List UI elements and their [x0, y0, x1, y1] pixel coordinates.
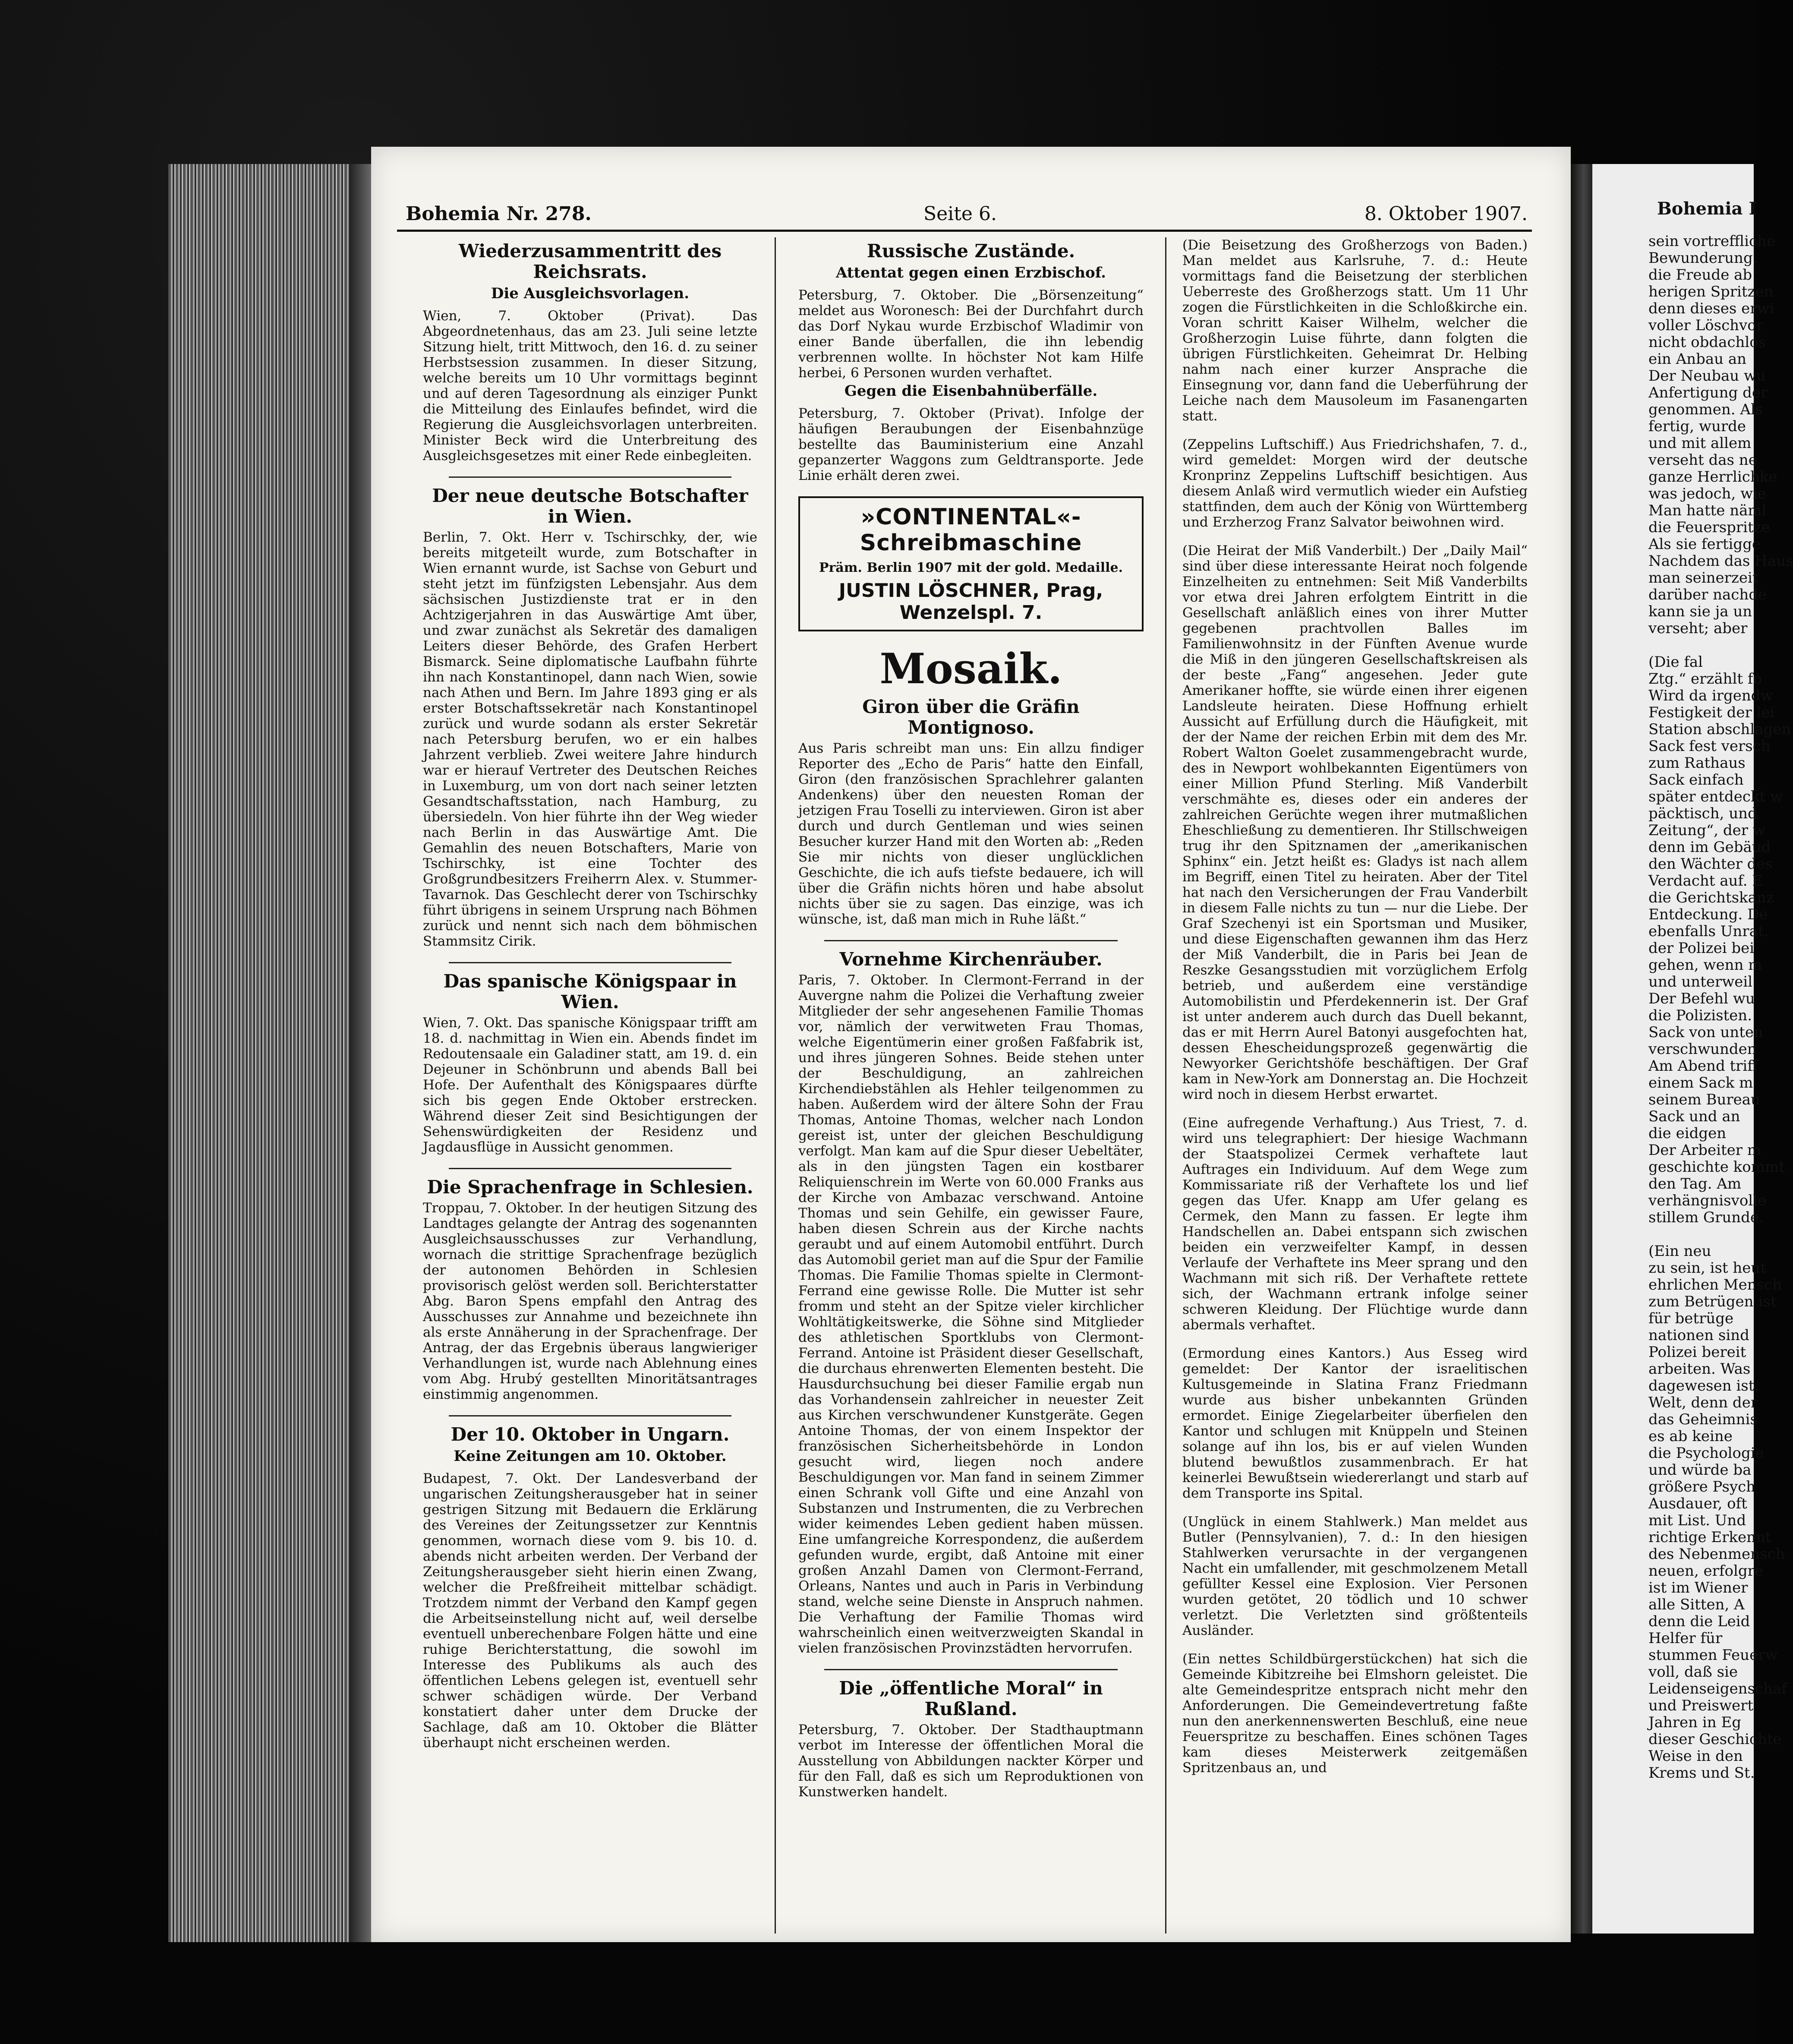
news-item-text: (Die Beisetzung des Großherzogs von Baden.) Man meldet aus Karlsruhe, 7. d.: Heute vormittags fand die Beisetzung der sterblichen Ueberreste des Großherzogs statt. Um 11 Uhr zogen die Fürstlichkeiten in die Schloßkirche ein. Voran schritt Kaiser Wilhelm, welcher die Großherzogin Luise führte, dann folgten die übrigen Fürstlichkeiten. Geheimrat Dr. Helbing nahm nach einer kurzer Ansprache die Einsegnung vor, dann fand die Ueberführung der Leiche nach dem Mausoleum im Fasanengarten statt.	[1182, 237, 1528, 424]
adjacent-page-line: Sack einfach	[1648, 771, 1744, 789]
adjacent-page-line: Verdacht auf. E	[1648, 872, 1763, 890]
adjacent-page-line: voll, daß sie	[1648, 1663, 1738, 1681]
ad-headline: »CONTINENTAL«-Schreibmaschine	[860, 504, 1082, 556]
news-item-text: (Zeppelins Luftschiff.) Aus Friedrichshafen, 7. d., wird gemeldet: Morgen wird der deutsche Kronprinz Zeppelins Luftschiff besichtigen. Aus diesem Anlaß wird vermutlich wieder ein Aufstieg stattfinden, dem auch der König von Württemberg und Erzherzog Franz Salvator beiwohnen wird.	[1182, 437, 1528, 530]
adjacent-page-line: Welt, denn der	[1648, 1394, 1758, 1411]
adjacent-page-line: gehen, wenn m	[1648, 956, 1762, 974]
adjacent-page-line: mit List. Und	[1648, 1512, 1746, 1529]
adjacent-page-line: darüber nachde	[1648, 586, 1767, 603]
article-title: Das spanische Königspaar in Wien.	[443, 971, 737, 1013]
adjacent-page-line: Helfer für	[1648, 1630, 1723, 1647]
adjacent-page-text	[1648, 233, 1793, 1782]
article	[798, 949, 1144, 1656]
article-title: Vornehme Kirchenräuber.	[839, 949, 1103, 970]
adjacent-page-line: die Polizisten.	[1648, 1007, 1752, 1024]
ad-award: Präm. Berlin 1907 mit der gold. Medaille.	[819, 560, 1123, 575]
adjacent-page-line: stummen Feuerw	[1648, 1647, 1778, 1664]
adjacent-page-line: des Nebenmensch	[1648, 1546, 1785, 1563]
adjacent-page-line: dieser Geschichte	[1648, 1731, 1782, 1748]
adjacent-page-line: Man hatte näml	[1648, 502, 1767, 519]
adjacent-page-line: verschwunden	[1648, 1041, 1757, 1058]
adjacent-page-line: (Die fal	[1648, 653, 1703, 671]
article	[423, 241, 757, 464]
adjacent-page-line: man seinerzeit	[1648, 569, 1758, 587]
adjacent-page-line: ehrlichen Mensch	[1648, 1276, 1782, 1293]
adjacent-page-line: Sack und an	[1648, 1108, 1740, 1125]
article-body: Budapest, 7. Okt. Der Landesverband der ungarischen Zeitungsherausgeber hat in seiner gestrigen Sitzung mit Bedauern die Erklärung des Vereines der Zeitungssetzer zur Kenntnis genommen, wornach diese vom 9. bis 10. d. abends nicht arbeiten werden. Der Verband der Zeitungsherausgeber sieht hierin einen Zwang, welcher die Preßfreiheit mittelbar schädigt. Trotzdem nimmt der Verband den Kampf gegen die Arbeitseinstellung nicht auf, weil derselbe eventuell unberechenbare Folgen hätte und eine ruhige Berichterstattung, die sowohl im Interesse des Publikums als auch des öffentlichen Lebens gelegen ist, eventuell sehr schwer schädigen würde. Der Verband konstatiert daher unter dem Drucke der Sachlage, daß am 10. Oktober die Blätter überhaupt nicht erscheinen werden.	[423, 1471, 757, 1751]
article	[798, 1678, 1144, 1800]
article-title: Die „öffentliche Moral“ in Rußland.	[839, 1678, 1103, 1719]
divider	[824, 1669, 1118, 1670]
article-title: Der 10. Oktober in Ungarn.	[451, 1424, 730, 1445]
adjacent-page-line: und Preiswert	[1648, 1697, 1754, 1714]
news-item-text: (Die Heirat der Miß Vanderbilt.) Der „Daily Mail“ sind über diese interessante Heirat noch folgende Einzelheiten zu entnehmen: Seit Miß Vanderbilts vor etwa drei Jahren erfolgtem Eintritt in die Gesellschaft anläßlich eines von ihrer Mutter gegebenen prachtvollen Balles im Familienwohnsitz in der Fünften Avenue wurde die Miß in den jüngeren Gesellschaftskreisen als der beste „Fang“ angesehen. Jeder gute Amerikaner hoffte, sie würde einen ihrer eigenen Landsleute heiraten. Diese Hoffnung erhielt Aussicht auf Erfüllung durch die Häufigkeit, mit der der Name der reichen Erbin mit dem des Mr. Robert Walton Goelet zusammengebracht wurde, des in Newport wohlbekannten Eigentümers von einer Million Pfund Sterling. Miß Vanderbilt verschmähte es, dieses oder ein anderes der zahlreichen Gerüchte wegen ihrer mutmaßlichen Eheschließung zu dementieren. Ihr Stillschweigen trug ihr den Spitznamen der „amerikanischen Sphinx“ ein. Jetzt heißt es: Gladys ist nach allem im Begriff, einen Titel zu heiraten. Aber der Titel hat nach den Versicherungen der Frau Vanderbilt in diesem Falle nichts zu tun — nur die Liebe. Der Graf Szechenyi ist ein Sportsman und Musiker, und diese Eigenschaften gewannen ihm das Herz der Miß Vanderbilt, die in Paris bei Jean de Reszke Gesangsstudien mit vorzüglichem Erfolg betrieb, und außerdem eine verständige Automobilistin und Pferdekennerin ist. Der Graf ist unter anderem auch durch das Duell bekannt, das er mit Herrn Aurel Batonyi ausgefochten hat, dessen Ehescheidungsprozeß gegenwärtig die Newyorker Gerichtshöfe beschäftigen. Der Graf kam in New-York am Donnerstag an. Die Hochzeit wird noch in diesem Herbst erwartet.	[1182, 543, 1528, 1102]
adjacent-page-line: Der Arbeiter m	[1648, 1142, 1761, 1159]
book-page-edges	[168, 164, 350, 1942]
adjacent-page-line: denn im Gebäud	[1648, 839, 1771, 856]
advertisement	[798, 496, 1144, 631]
adjacent-page-line: nationen sind	[1648, 1327, 1749, 1344]
article-subtitle: Gegen die Eisenbahnüberfälle.	[844, 382, 1098, 400]
adjacent-page-line: ein Anbau an	[1648, 350, 1747, 368]
news-item-text: (Ein nettes Schildbürgerstückchen) hat sich die Gemeinde Kibitzreihe bei Elmshorn geleistet. Die alte Gemeindespritze entsprach nicht mehr den Anforderungen. Die Gemeindevertretung faßte nun den anerkennenswerten Beschluß, eine neue Feuerspritze zu beschaffen. Eines schönen Tages kam dieses Meisterwerk zeitgemäßen Spritzenbaus an, und	[1182, 1651, 1528, 1776]
article-subtitle: Die Ausgleichsvorlagen.	[491, 285, 690, 302]
article-title: Wiederzusammentritt des Reichsrats.	[458, 240, 722, 282]
news-item	[1182, 1346, 1528, 1501]
adjacent-page-line: dagewesen ist.	[1648, 1377, 1759, 1394]
article-title: Der neue deutsche Botschafter in Wien.	[432, 485, 748, 527]
column-1	[423, 237, 757, 1921]
adjacent-page-line: nicht obdachlos	[1648, 334, 1766, 351]
header-page-number: Seite 6.	[923, 203, 997, 225]
adjacent-page-line: Der Befehl wu	[1648, 990, 1755, 1007]
article	[423, 486, 757, 949]
adjacent-page-line: die Freude ab	[1648, 266, 1752, 284]
adjacent-page-line: neuen, erfolgre	[1648, 1562, 1763, 1580]
article	[798, 697, 1144, 927]
adjacent-page-line: Leidenseigenschaf	[1648, 1680, 1787, 1697]
adjacent-page-line: verseht; aber	[1648, 620, 1748, 637]
adjacent-page-line: ganze Herrlichke	[1648, 468, 1777, 486]
adjacent-page-line: den Tag. Am	[1648, 1175, 1742, 1192]
adjacent-page-line: arbeiten. Was	[1648, 1360, 1751, 1378]
article	[423, 1424, 757, 1751]
adjacent-page-line: Sack fest versch	[1648, 738, 1771, 755]
divider	[824, 940, 1118, 941]
adjacent-page-line: Jahren in Eg	[1648, 1714, 1742, 1731]
news-item-text: (Unglück in einem Stahlwerk.) Man meldet aus Butler (Pennsylvanien), 7. d.: In den hiesigen Stahlwerken verursachte in der vergangenen Nacht ein umfallender, mit geschmolzenem Metall gefüllter Kessel eine Explosion. Vier Personen wurden getötet, 20 tödlich und 10 schwer verletzt. Die Verletzten sind größtenteils Ausländer.	[1182, 1514, 1528, 1638]
adjacent-page-line: alle Sitten, A	[1648, 1596, 1745, 1613]
article-body: Paris, 7. Oktober. In Clermont-Ferrand in der Auvergne nahm die Polizei die Verhaftung zweier Mitglieder der sehr angesehenen Familie Thomas vor, nämlich der verwitweten Frau Thomas, welche Eigentümerin einer großen Faßfabrik ist, und ihres jüngeren Sohnes. Beide stehen unter der Beschuldigung, an zahlreichen Kirchendiebstählen als Hehler teilgenommen zu haben. Außerdem wird der ältere Sohn der Frau Thomas, Antoine Thomas, welcher nach London gereist ist, unter der gleichen Beschuldigung verfolgt. Man kam auf die Spur dieser Uebeltäter, als in den jüngsten Tagen ein kostbarer Reliquienschrein im Werte von 60.000 Franks aus der Kirche von Ambazac verschwand. Antoine Thomas und sein Gehilfe, ein gewisser Faure, haben diesen Schrein aus der Kirche nachts geraubt und auf einem Automobil entführt. Durch das Automobil geriet man auf die Spur der Familie Thomas. Die Familie Thomas spielte in Clermont-Ferrand eine gewisse Rolle. Die Mutter ist sehr fromm und steht an der Spitze vieler kirchlicher Wohltätigkeitswerke, die Söhne sind Mitglieder des athletischen Sportklubs von Clermont-Ferrand. Antoine ist Präsident dieser Gesellschaft, die durchaus ehrenwerten Elementen besteht. Die Hausdurchsuchung bei dieser Familie ergab nun das Vorhandensein zahlreicher in neuester Zeit aus Kirchen verschwundener Kunstgeräte. Gegen Antoine Thomas, der von einem Inspektor der französischen Sicherheitsbehörde in London gesucht wird, liegen noch andere Beschuldigungen vor. Man fand in seinem Zimmer einen Schrank voll Gifte und eine Anzahl von Substanzen und Instrumenten, die zu Verbrechen wider keimendes Leben gedient haben müssen. Eine umfangreiche Korrespondenz, die außerdem gefunden wurde, ergibt, daß Antoine mit einer großen Anzahl Damen von Clermont-Ferrand, Orleans, Nantes und auch in Paris in Verbindung stand, welche seine Dienste in Anspruch nahmen. Die Verhaftung der Familie Thomas wird wahrscheinlich einen weitverzweigten Skandal in vielen französischen Provinzstädten hervorrufen.	[798, 972, 1144, 1656]
article-title: Die Sprachenfrage in Schlesien.	[427, 1177, 753, 1198]
adjacent-page-line	[1648, 637, 1778, 654]
adjacent-page-line: die Gerichtskanz	[1648, 889, 1774, 906]
adjacent-page-line: verseht das ne	[1648, 451, 1757, 469]
header-rule	[397, 230, 1532, 232]
adjacent-page-line: Festigkeit der lei	[1648, 704, 1775, 721]
page-header	[406, 203, 1528, 229]
news-item	[1182, 543, 1528, 1102]
adjacent-page-line: seinem Bureau	[1648, 1091, 1760, 1108]
article-body: Petersburg, 7. Oktober (Privat). Infolge der häufigen Beraubungen der Eisenbahnzüge bestellte das Bauministerium eine Anzahl gepanzerter Waggons zum Geldtransporte. Jede Linie erhält deren zwei.	[798, 406, 1144, 483]
ad-dealer: JUSTIN LÖSCHNER, Prag, Wenzelspl. 7.	[838, 580, 1103, 624]
adjacent-page-line: für betrüge	[1648, 1310, 1734, 1327]
adjacent-page-line: was jedoch, wie	[1648, 485, 1767, 502]
adjacent-page-line: und mit allem	[1648, 435, 1752, 452]
adjacent-page-line: (Ein neu	[1648, 1243, 1711, 1260]
adjacent-page	[1592, 164, 1793, 1934]
news-item	[1182, 437, 1528, 530]
adjacent-page-line: einem Sack m	[1648, 1074, 1753, 1091]
adjacent-page-line: Der Neubau wu	[1648, 367, 1766, 385]
article-subtitle: Attentat gegen einen Erzbischof.	[836, 264, 1106, 281]
adjacent-page-line: verhängnisvolle	[1648, 1192, 1767, 1209]
divider	[449, 476, 731, 478]
article-title: Giron über die Gräfin Montignoso.	[862, 696, 1080, 738]
article-subtitle: Keine Zeitungen am 10. Oktober.	[454, 1448, 727, 1465]
column-3	[1182, 237, 1528, 1921]
adjacent-page-line: Wird da irgendw	[1648, 687, 1773, 704]
column-rule	[775, 237, 776, 1934]
adjacent-page-line: ist im Wiener	[1648, 1579, 1748, 1596]
article-body: Petersburg, 7. Oktober. Der Stadthauptmann verbot im Interesse der öffentlichen Moral die Ausstellung von Abbildungen nackter Körper und für den Fall, daß es sich um Reproduktionen von Kunstwerken handelt.	[798, 1722, 1144, 1800]
adjacent-page-line: die Psychologie	[1648, 1445, 1764, 1462]
adjacent-page-line: Polizei bereit	[1648, 1344, 1746, 1361]
adjacent-page-line: Sack von unten	[1648, 1024, 1763, 1041]
adjacent-page-line: das Geheimnis	[1648, 1411, 1758, 1428]
adjacent-page-line: Am Abend triff	[1648, 1057, 1758, 1075]
adjacent-page-line	[1648, 1226, 1778, 1243]
adjacent-page-line: Ausdauer, oft	[1648, 1495, 1747, 1512]
adjacent-page-line: kann sie ja un	[1648, 603, 1752, 620]
adjacent-page-line: denn dieses erwi	[1648, 300, 1774, 317]
news-item-text: (Ermordung eines Kantors.) Aus Esseg wird gemeldet: Der Kantor der israelitischen Kultusgemeinde in Slatina Franz Friedmann wurde aus bisher unbekannten Gründen ermordet. Einige Ziegelarbeiter überfielen den Kantor und schlugen mit Knüppeln und Steinen solange auf ihn los, bis er auf vielen Wunden blutend bewußtlos zusammenbrach. Er hat keinerlei Bewußtsein wiedererlangt und starb auf dem Transporte ins Spital.	[1182, 1346, 1528, 1501]
divider	[449, 962, 731, 963]
newspaper-page	[371, 147, 1571, 1942]
adjacent-page-line: die Feuerspritze	[1648, 519, 1770, 536]
news-item	[1182, 1514, 1528, 1638]
adjacent-page-line: zum Rathaus	[1648, 754, 1746, 772]
adjacent-page-line: zum Betrügen ist	[1648, 1293, 1777, 1310]
adjacent-page-line: Anfertigung der	[1648, 384, 1768, 401]
adjacent-page-line: Zeitung“, der w	[1648, 822, 1765, 839]
article	[423, 1177, 757, 1402]
adjacent-page-line: Weise in den	[1648, 1747, 1743, 1765]
adjacent-page-line: und unterweil	[1648, 973, 1753, 990]
adjacent-page-line: Entdeckung. De	[1648, 906, 1768, 923]
adjacent-page-line: fertig, wurde	[1648, 418, 1746, 435]
adjacent-page-line: Als sie fertigge	[1648, 536, 1761, 553]
article-body: Petersburg, 7. Oktober. Die „Börsenzeitung“ meldet aus Woronesch: Bei der Durchfahrt durch das Dorf Nykau wurde Erzbischof Wladimir von einer Bande überfallen, die ihn lebendig verbrennen wollte. In höchster Not kam Hilfe herbei, 6 Personen wurden verhaftet.	[798, 287, 1144, 381]
adjacent-page-line: ebenfalls Unrat.	[1648, 923, 1769, 940]
adjacent-page-line: später entdeckt w	[1648, 788, 1783, 805]
adjacent-page-line: größere Psych	[1648, 1478, 1756, 1495]
adjacent-page-line: sein vortreffliche	[1648, 233, 1776, 250]
section-title: Mosaik.	[879, 644, 1062, 693]
adjacent-page-line: päcktisch, und	[1648, 805, 1757, 822]
adjacent-page-line: den Wächter des	[1648, 855, 1773, 873]
column-rule	[1165, 237, 1166, 1934]
header-issue: Bohemia Nr. 278.	[406, 203, 592, 225]
news-item	[1182, 237, 1528, 424]
adjacent-page-line: Bewunderung.	[1648, 249, 1758, 267]
article-body: Wien, 7. Okt. Das spanische Königspaar trifft am 18. d. nachmittag in Wien ein. Abends findet im Redoutensaale ein Galadiner statt, am 19. d. ein Dejeuner in Schönbrunn und abends Ball bei Hofe. Der Aufenthalt des Königspaares dürfte sich bis gegen Ende Oktober erstrecken. Während dieser Zeit sind Besichtigungen der Sehenswürdigkeiten der Residenz und Jagdausflüge in Aussicht genommen.	[423, 1015, 757, 1155]
adjacent-page-line: herigen Spritzen	[1648, 283, 1774, 300]
divider	[449, 1168, 731, 1169]
article-body: Troppau, 7. Oktober. In der heutigen Sitzung des Landtages gelangte der Antrag des sogenannten Ausgleichsausschusses zur Verhandlung, wornach die strittige Sprachenfrage bezüglich der autonomen Behörden in Schlesien provisorisch gelöst werden soll. Berichterstatter Abg. Baron Spens empfahl den Antrag des Ausschusses zur Annahme und bezeichnete ihn als erste Annäherung in der Sprachenfrage. Der Antrag, der das Ergebnis überaus langwieriger Verhandlungen ist, wurde nach Ablehnung eines vom Abg. Hrubý gestellten Minoritätsantrages einstimmig angenommen.	[423, 1200, 757, 1402]
article	[798, 241, 1144, 483]
adjacent-page-line: Krems und St.	[1648, 1764, 1755, 1782]
adjacent-page-line: und würde ba	[1648, 1461, 1752, 1479]
adjacent-page-header: Bohemia I	[1657, 199, 1757, 219]
article-title: Russische Zustände.	[867, 240, 1075, 262]
adjacent-page-line: stillem Grunde.	[1648, 1209, 1764, 1226]
adjacent-page-line: Ztg.“ erzählt fo	[1648, 670, 1762, 688]
adjacent-page-line: es ab keine	[1648, 1428, 1733, 1445]
adjacent-page-line: voller Löschvor	[1648, 317, 1763, 334]
article-body: Aus Paris schreibt man uns: Ein allzu findiger Reporter des „Echo de Paris“ hatte den Einfall, Giron (den französischen Sprachlehrer galanten Andenkens) über den neuesten Roman der jetzigen Frau Toselli zu interviewen. Giron ist aber durch und durch Gentleman und wies seinen Besucher kurzer Hand mit den Worten ab: „Reden Sie mir nichts von dieser unglücklichen Geschichte, die ich aufs tiefste bedauere, ich will über die Gräfin nichts hören und habe absolut nichts über sie zu sagen. Das einzige, was ich wünsche, ist, daß man mich in Ruhe läßt.“	[798, 741, 1144, 927]
article-body: Berlin, 7. Okt. Herr v. Tschirschky, der, wie bereits mitgeteilt wurde, zum Botschafter in Wien ernannt wurde, ist Sachse von Geburt und steht jetzt im fünfzigsten Lebensjahr. Aus dem sächsischen Justizdienste trat er in den Achtzigerjahren in das Auswärtige Amt über, und zwar zunächst als Sekretär des damaligen Leiters dieser Behörde, des Grafen Herbert Bismarck. Seine diplomatische Laufbahn führte ihn nach Konstantinopel, dann nach Wien, sowie nach Athen und Bern. Im Jahre 1893 ging er als erster Botschaftssekretär nach Konstantinopel zurück und wurde sodann als erster Sekretär nach Petersburg berufen, wo er ein halbes Jahrzent verblieb. Zwei weitere Jahre hindurch war er hierauf Vertreter des Deutschen Reiches in Luxemburg, um von dort nach seiner letzten Gesandtschaftsstation, nach Hamburg, zu übersiedeln. Von hier führte ihn der Weg wieder nach Berlin in das Auswärtige Amt. Die Gemahlin des neuen Botschafters, Marie von Tschirschky, ist eine Tochter des Großgrundbesitzers Freiherrn Alex. v. Stummer-Tavarnok. Das Geschlecht derer von Tschirschky führt übrigens in seinem Ursprung nach Böhmen zurück und nennt sich nach dem böhmischen Stammsitz Cirik.	[423, 530, 757, 949]
adjacent-page-line: geschichte kommt	[1648, 1158, 1785, 1176]
news-item-text: (Eine aufregende Verhaftung.) Aus Triest, 7. d. wird uns telegraphiert: Der hiesige Wachmann der Staatspolizei Cermek verhaftete laut Auftrages ein Individuum. Auf dem Wege zum Kommissariate riß der Verhaftete los und lief gegen das Ufer. Knapp am Ufer gelang es Cermek, den Mann zu fassen. Er legte ihm Handschellen an. Dabei entspann sich zwischen beiden ein verzweifelter Kampf, in dessen Verlaufe der Verhaftete ins Meer sprang und den Wachmann mit sich riß. Der Verhaftete rettete sich, der Wachmann ertrank infolge seiner schweren Kleidung. Der Flüchtige wurde dann abermals verhaftet.	[1182, 1115, 1528, 1333]
header-date: 8. Oktober 1907.	[1364, 203, 1528, 225]
adjacent-page-line: denn die Leid	[1648, 1613, 1750, 1630]
article-body: Wien, 7. Oktober (Privat). Das Abgeordnetenhaus, das am 23. Juli seine letzte Sitzung hielt, tritt Mittwoch, den 16. d. zu seiner Herbstsession zusammen. In dieser Sitzung, welche bereits um 10 Uhr vormittags beginnt und auf deren Tagesordnung als einziger Punkt die Mitteilung des Einlaufes befindet, wird die Regierung die Ausgleichsvorlagen unterbreiten. Minister Beck wird die Unterbreitung des Ausgleichsgesetzes mit einer Rede einbegleiten.	[423, 308, 757, 464]
adjacent-page-line: genommen. Als	[1648, 401, 1763, 418]
adjacent-page-line: der Polizei bei	[1648, 940, 1755, 957]
adjacent-page-line: Nachdem das Haus	[1648, 552, 1793, 570]
adjacent-page-line: zu sein, ist heut	[1648, 1259, 1766, 1277]
adjacent-page-line: die eidgen	[1648, 1125, 1727, 1142]
divider	[449, 1415, 731, 1416]
adjacent-page-line: richtige Erkennt	[1648, 1529, 1771, 1546]
news-item	[1182, 1651, 1528, 1776]
news-item	[1182, 1115, 1528, 1333]
adjacent-page-line: Station abschlagen	[1648, 721, 1791, 738]
column-2	[798, 237, 1144, 1921]
article	[423, 971, 757, 1155]
